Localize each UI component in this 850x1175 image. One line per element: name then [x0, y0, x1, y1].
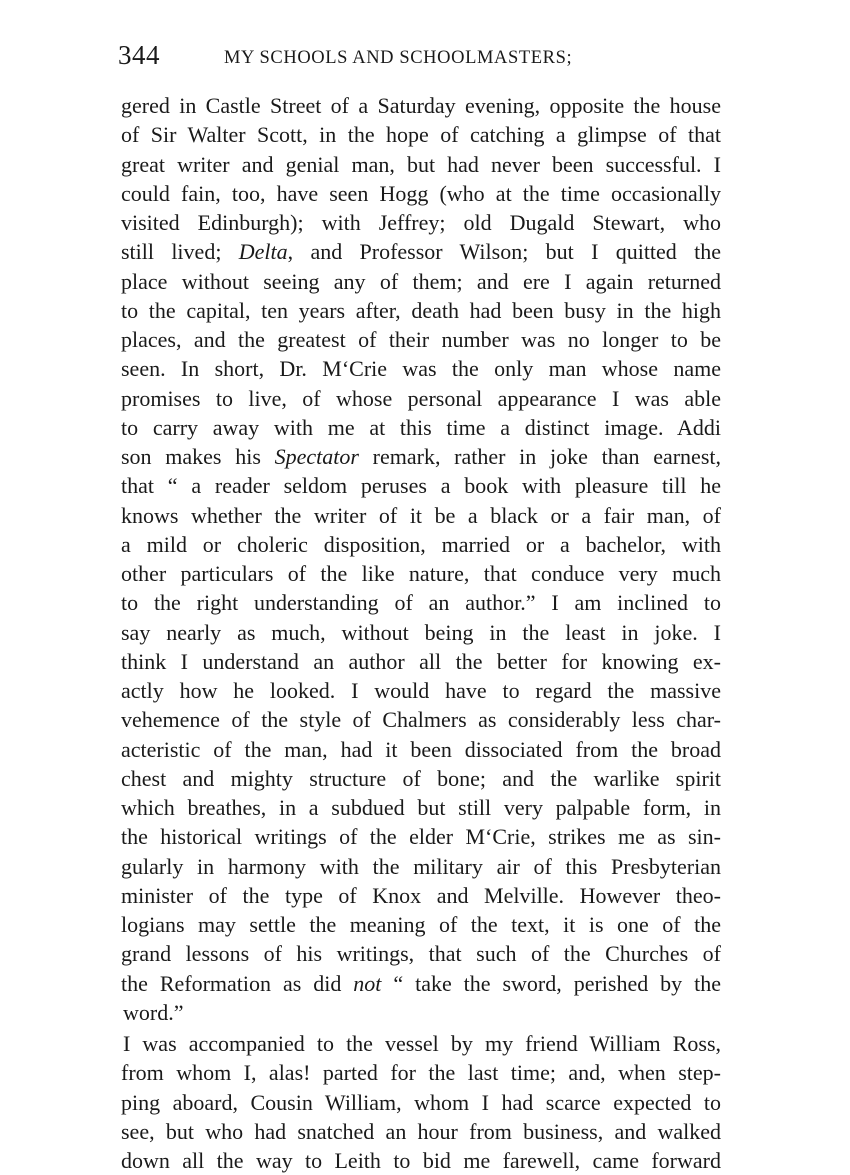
text-line: to carry away with me at this time a distinct image. Addi — [121, 414, 721, 440]
text-line: to the capital, ten years after, death had been busy in the high — [121, 297, 721, 323]
text-line: other particulars of the like nature, that conduce very much — [121, 561, 721, 586]
text-line: the Reformation as did not “ take the sword, perished by the — [121, 970, 721, 996]
text-line: word.” — [123, 999, 184, 1025]
text-line: vehemence of the style of Chalmers as considerably less char- — [121, 707, 721, 733]
text-line: promises to live, of whose personal appearance I was able — [121, 385, 721, 411]
text-line: from whom I, alas! parted for the last time; and, when step- — [121, 1060, 721, 1086]
text-line: ping aboard, Cousin William, whom I had scarce expected to — [121, 1089, 721, 1115]
paragraph — [121, 1029, 721, 1175]
text-line: to the right understanding of an author.” I am inclined to — [121, 590, 721, 616]
running-title: MY SCHOOLS AND SCHOOLMASTERS; — [224, 48, 573, 68]
text-line: say nearly as much, without being in the least in joke. I — [121, 619, 721, 645]
text-line: visited Edinburgh); with Jeffrey; old Dugald Stewart, who — [121, 210, 721, 235]
text-line: still lived; Delta, and Professor Wilson; but I quitted the — [121, 239, 721, 265]
text-line: that “ a reader seldom peruses a book with pleasure till he — [121, 473, 721, 499]
text-line: knows whether the writer of it be a black or a fair man, of — [121, 502, 721, 528]
text-line: seen. In short, Dr. M‘Crie was the only man whose name — [121, 356, 721, 382]
text-line: logians may settle the meaning of the text, it is one of the — [121, 912, 721, 937]
text-line: the historical writings of the elder M‘Crie, strikes me as sin- — [121, 824, 721, 850]
text-line: acteristic of the man, had it been dissociated from the broad — [121, 736, 721, 762]
text-line: great writer and genial man, but had never been successful. I — [121, 151, 721, 177]
text-line: of Sir Walter Scott, in the hope of catching a glimpse of that — [121, 122, 721, 148]
text-line: could fain, too, have seen Hogg (who at the time occasionally — [121, 180, 721, 206]
running-head — [118, 40, 718, 80]
body-text — [121, 91, 721, 1175]
text-line: down all the way to Leith to bid me farewell, came forward — [121, 1148, 721, 1173]
text-line: actly how he looked. I would have to regard the massive — [121, 678, 721, 703]
text-line: places, and the greatest of their number was no longer to be — [121, 327, 721, 352]
text-line: son makes his Spectator remark, rather in joke than earnest, — [121, 444, 721, 469]
text-line: see, but who had snatched an hour from business, and walked — [121, 1118, 721, 1144]
text-line: place without seeing any of them; and ere I again returned — [121, 268, 721, 294]
text-line: I was accompanied to the vessel by my friend William Ross, — [123, 1031, 721, 1056]
text-line: chest and mighty structure of bone; and the warlike spirit — [121, 765, 721, 791]
text-line: gularly in harmony with the military air of this Presbyterian — [121, 853, 721, 879]
page-number: 344 — [118, 40, 160, 70]
text-line: minister of the type of Knox and Melville. However theo- — [121, 882, 721, 908]
text-line: which breathes, in a subdued but still very palpable form, in — [121, 795, 721, 820]
text-line: think I understand an author all the better for knowing ex- — [121, 648, 721, 674]
paragraph — [121, 91, 721, 1027]
text-line: a mild or choleric disposition, married or a bachelor, with — [121, 531, 721, 557]
text-line: gered in Castle Street of a Saturday evening, opposite the house — [121, 93, 721, 118]
text-line: grand lessons of his writings, that such of the Churches of — [121, 941, 721, 967]
